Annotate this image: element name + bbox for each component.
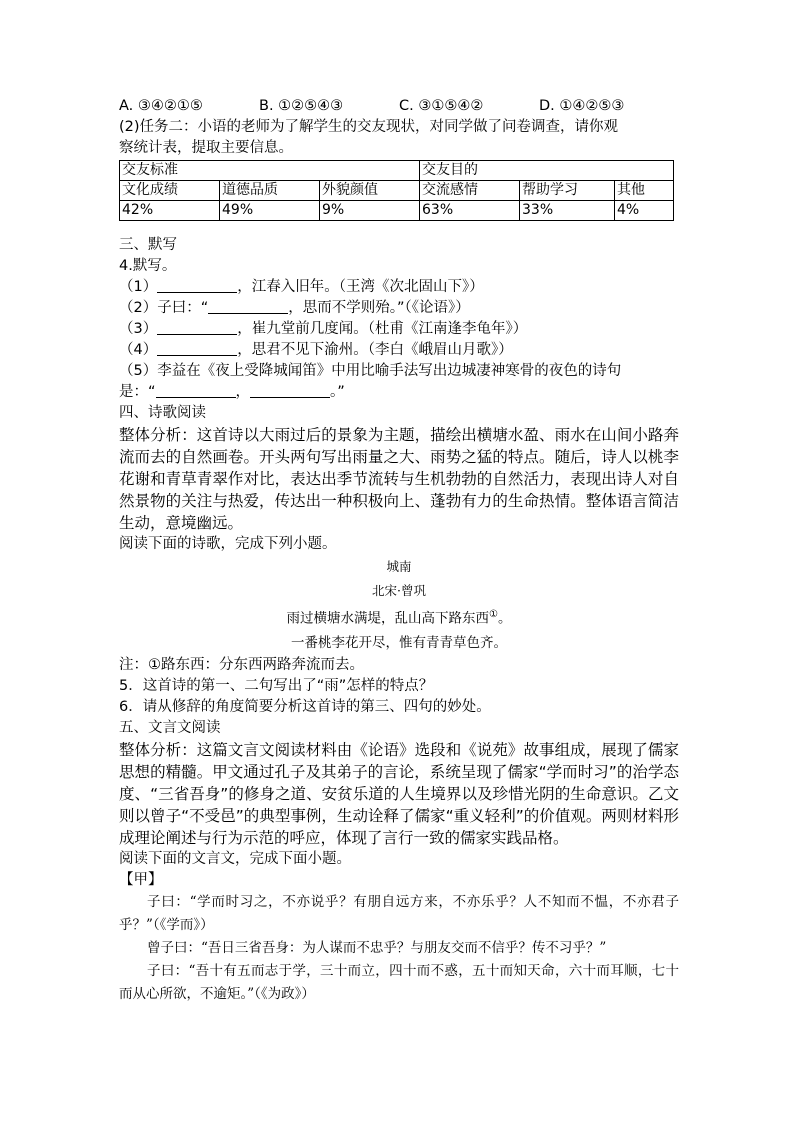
table-header-cell: 文化成绩: [120, 181, 220, 201]
option-d: D. ①④②⑤③: [539, 98, 625, 114]
table-header-cell: 外貌颜值: [320, 181, 420, 201]
option-b: B. ①②⑤④③: [259, 98, 344, 114]
poem-author: 北宋·曾巩: [372, 583, 426, 598]
dictation-item-4: （4） ，思君不见下渝州。（李白《峨眉山月歌》）: [119, 342, 513, 358]
section4-title: 四、诗歌阅读: [119, 405, 206, 421]
poem-analysis: 整体分析：这首诗以大雨过后的景象为主题，描绘出横塘水盈、雨水在山间小路奔流而去的自然画卷。开头两句写出雨量之大、雨势之猛的特点。随后，诗人以桃李花谢和青草青翠作对比，表达出季节流转与生机勃勃的自然活力，表现出诗人对自然景物的关注与热爱，传达出一种积极向上、蓬勃有力的生命热情。整体语言简洁生动，意境幽远。: [119, 426, 679, 532]
table-cell: 42%: [120, 201, 220, 221]
table-header-cell: 其他: [615, 181, 674, 201]
dictation-item-5-answer: 是：“ ， 。”: [119, 384, 345, 400]
dictation-item-1: （1） ，江春入旧年。（王湾《次北固山下》）: [119, 279, 484, 295]
answer-blank[interactable]: [208, 299, 288, 314]
poem-line-2: 一番桃李花开尽，惟有青青草色齐。: [291, 634, 507, 651]
table-cell: 33%: [520, 201, 615, 221]
section3-title: 三、默写: [119, 237, 177, 253]
answer-blank[interactable]: [250, 383, 330, 398]
poem-block: [119, 555, 679, 655]
question-5: 5．这首诗的第一、二句写出了“雨”怎样的特点？: [119, 677, 434, 694]
classical-instruction: 阅读下面的文言文，完成下面小题。: [119, 850, 351, 867]
poem-note: 注：①路东西：分东西两路奔流而去。: [119, 656, 364, 673]
passage-paragraph: 子曰：“吾十有五而志于学，三十而立，四十而不惑，五十而知天命，六十而耳顺，七十而从心所欲，不逾矩。”（《为政》）: [119, 962, 679, 1002]
table-header-cell: 帮助学习: [520, 181, 615, 201]
poem-instruction: 阅读下面的诗歌，完成下列小题。: [119, 536, 337, 552]
poem-line-1: 雨过横塘水满堤，乱山高下路东西①。: [286, 609, 512, 627]
group-purpose: 交友目的: [420, 161, 674, 181]
table-cell: 9%: [320, 201, 420, 221]
table-header-row: [120, 181, 674, 201]
dictation-item-2: （2）子曰：“ ，思而不学则殆。”（《论语》）: [119, 300, 470, 316]
document-page: [119, 96, 679, 1006]
answer-blank[interactable]: [156, 383, 236, 398]
passage-jia-label: 【甲】: [119, 871, 163, 888]
section5-title: 五、文言文阅读: [119, 719, 221, 736]
answer-blank[interactable]: [157, 278, 237, 293]
table-cell: 4%: [615, 201, 674, 221]
table-header-cell: 交流感情: [420, 181, 520, 201]
group-standard: 交友标准: [120, 161, 420, 181]
passage-paragraph: 曾子曰：“吾日三省吾身：为人谋而不忠乎？与朋友交而不信乎？传不习乎？”: [147, 939, 607, 956]
table-row: [120, 201, 674, 221]
passage-jia: [119, 891, 679, 1006]
option-a: A. ③④②①⑤: [119, 98, 203, 114]
table-cell: 63%: [420, 201, 520, 221]
option-c: C. ③①⑤④②: [399, 98, 484, 114]
task2-line2: 察统计表，提取主要信息。: [119, 140, 293, 156]
passage-paragraph: 子曰：“学而时习之，不亦说乎？有朋自远方来，不亦乐乎？人不知而不愠，不亦君子乎？”（《学而》）: [119, 893, 679, 933]
table-cell: 49%: [220, 201, 320, 221]
answer-blank[interactable]: [157, 320, 237, 335]
poem-title: 城南: [386, 559, 412, 574]
dictation-item-5: （5）李益在《夜上受降城闻笛》中用比喻手法写出边城凄神寒骨的夜色的诗句: [119, 363, 622, 379]
answer-options: [119, 96, 679, 117]
table-group-row: [120, 161, 674, 181]
answer-blank[interactable]: [157, 341, 237, 356]
table-header-cell: 道德品质: [220, 181, 320, 201]
survey-table: [119, 160, 674, 221]
question-6: 6．请从修辞的角度简要分析这首诗的第三、四句的妙处。: [119, 698, 491, 715]
classical-analysis: 整体分析：这篇文言文阅读材料由《论语》选段和《说苑》故事组成，展现了儒家思想的精髓。甲文通过孔子及其弟子的言论，系统呈现了儒家“学而时习”的治学态度、“三省吾身”的修身之道、安贫乐道的人生境界以及珍惜光阴的生命意识。乙文则以曾子“不受邑”的典型事例，生动诠释了儒家“重义轻利”的价值观。两则材料形成理论阐述与行为示范的呼应，体现了言行一致的儒家实践品格。: [119, 740, 679, 847]
dictation-item-3: （3） ，崔九堂前几度闻。（杜甫《江南逢李龟年》）: [119, 321, 528, 337]
task2-line1: (2)任务二：小语的老师为了解学生的交友现状，对同学做了问卷调查，请你观: [119, 119, 619, 135]
question-4: 4.默写。: [119, 258, 177, 274]
